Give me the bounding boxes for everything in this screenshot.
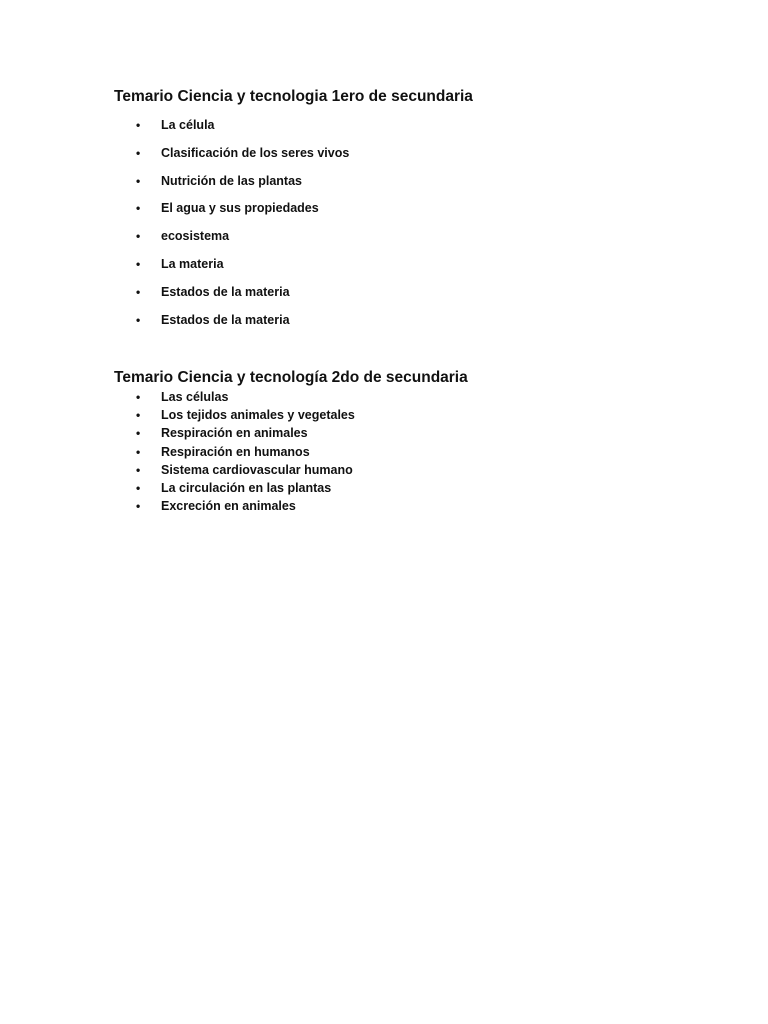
list-item-label: Clasificación de los seres vivos: [161, 145, 350, 160]
list-item: [114, 311, 714, 339]
bullet-icon: •: [136, 462, 141, 477]
topic-list: [114, 388, 714, 515]
list-item: [114, 172, 714, 200]
syllabus-section-2do: [114, 368, 714, 515]
section-title: Temario Ciencia y tecnología 2do de secundaria: [114, 369, 468, 386]
list-item: [114, 199, 714, 227]
bullet-icon: •: [136, 256, 141, 271]
list-item: [114, 443, 714, 461]
list-item-label: Respiración en humanos: [161, 444, 310, 459]
list-item-label: El agua y sus propiedades: [161, 201, 319, 216]
list-item: [114, 461, 714, 479]
list-item: [114, 424, 714, 442]
list-item-label: La circulación en las plantas: [161, 480, 332, 495]
list-item: [114, 479, 714, 497]
bullet-icon: •: [136, 426, 141, 441]
bullet-icon: •: [136, 173, 141, 188]
list-item: [114, 255, 714, 283]
list-item-label: La materia: [161, 256, 224, 271]
bullet-icon: •: [136, 284, 141, 299]
list-item: [114, 406, 714, 424]
bullet-icon: •: [136, 201, 141, 216]
list-item-label: ecosistema: [161, 229, 230, 244]
list-item: [114, 388, 714, 406]
list-item-label: Respiración en animales: [161, 426, 308, 441]
bullet-icon: •: [136, 390, 141, 404]
bullet-icon: •: [136, 444, 141, 459]
list-item-label: Los tejidos animales y vegetales: [161, 408, 355, 423]
bullet-icon: •: [136, 145, 141, 160]
list-item: [114, 497, 714, 515]
list-item: [114, 283, 714, 311]
list-item-label: Nutrición de las plantas: [161, 173, 303, 188]
list-item-label: Estados de la materia: [161, 284, 290, 299]
bullet-icon: •: [136, 499, 141, 514]
list-item-label: Las células: [161, 390, 229, 404]
list-item: [114, 227, 714, 255]
bullet-icon: •: [136, 229, 141, 244]
list-item-label: Estados de la materia: [161, 312, 290, 327]
bullet-icon: •: [136, 408, 141, 423]
bullet-icon: •: [136, 480, 141, 495]
syllabus-section-1ero: [114, 87, 714, 338]
list-item: [114, 144, 714, 172]
bullet-icon: •: [136, 312, 141, 327]
list-item-label: Sistema cardiovascular humano: [161, 462, 353, 477]
list-item: [114, 116, 714, 144]
bullet-icon: •: [136, 118, 141, 132]
topic-list: [114, 116, 714, 338]
list-item-label: Excreción en animales: [161, 499, 296, 514]
section-title: Temario Ciencia y tecnologia 1ero de secundaria: [114, 88, 473, 105]
list-item-label: La célula: [161, 118, 215, 132]
